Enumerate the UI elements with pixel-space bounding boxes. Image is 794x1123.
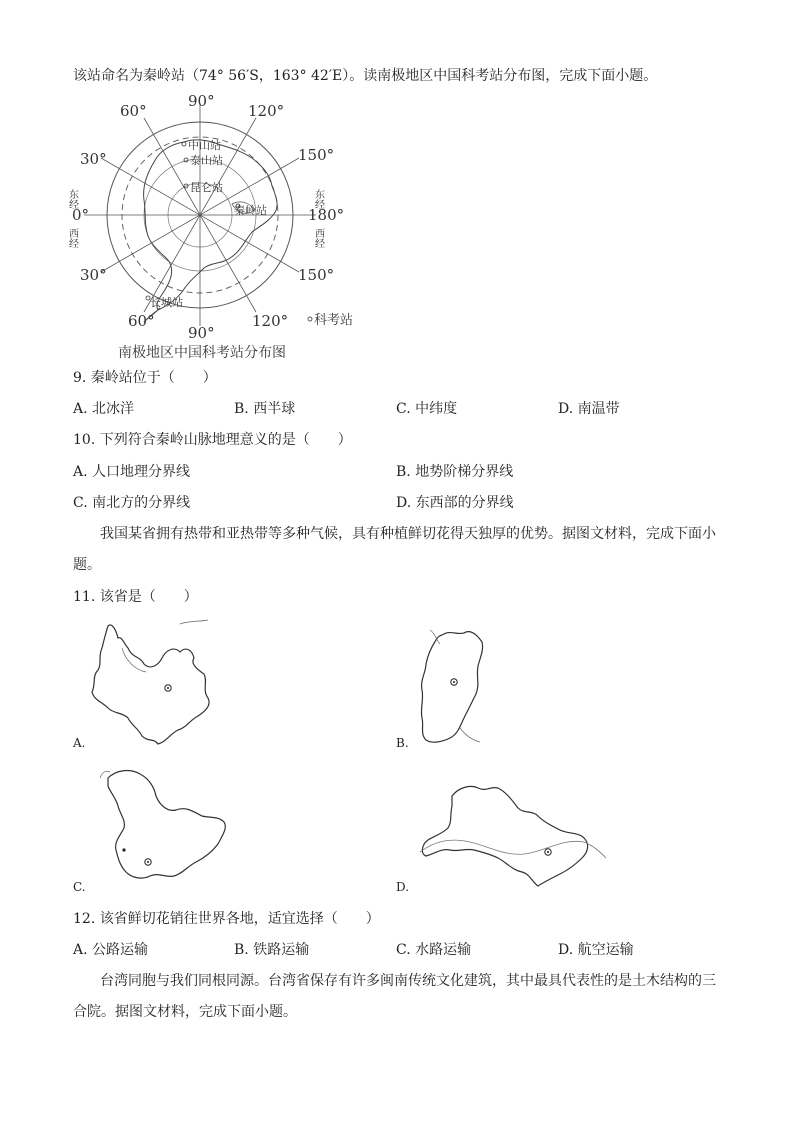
q11-stem: 11. 该省是（ ） [73, 589, 198, 605]
station-label-zhongshan: 中山站 [188, 139, 221, 152]
map-caption: 南极地区中国科考站分布图 [118, 345, 286, 361]
label-west-left: 西经 [66, 228, 78, 248]
legend-station-dot [308, 317, 312, 321]
q11-map-d[interactable] [412, 778, 608, 890]
label-60-bottom: 60° [128, 312, 155, 330]
q11-option-c-label[interactable]: C. [73, 880, 86, 894]
q11-map-a[interactable] [88, 618, 218, 746]
station-label-changcheng: 长城站 [150, 296, 183, 309]
label-90-top: 90° [188, 92, 215, 110]
label-150-right-upper: 150° [298, 146, 335, 164]
label-90-bottom: 90° [188, 324, 215, 342]
q11-option-a-label[interactable]: A. [73, 736, 86, 750]
passage3-line1: 台湾同胞与我们同根同源。台湾省保存有许多闽南传统文化建筑，其中最具代表性的是土木结构的三 [100, 973, 716, 989]
intro-text: 该站命名为秦岭站（74° 56′S，163° 42′E）。读南极地区中国科考站分布图，完成下面小题。 [73, 68, 658, 84]
legend-station-label: 科考站 [314, 313, 354, 328]
q9-stem: 9. 秦岭站位于（ ） [73, 370, 217, 386]
label-30-left-upper: 30° [80, 150, 107, 168]
label-60-top: 60° [120, 102, 147, 120]
label-west-right: 西经 [312, 228, 324, 248]
station-dot-zhongshan [182, 142, 186, 146]
passage2-line2: 题。 [73, 557, 101, 573]
q12-option-d[interactable]: D. 航空运输 [558, 942, 634, 958]
station-label-taishan: 泰山站 [190, 154, 223, 167]
q10-option-c[interactable]: C. 南北方的分界线 [73, 495, 191, 511]
q12-option-a[interactable]: A. 公路运输 [73, 942, 149, 958]
q11-map-c[interactable] [96, 766, 236, 884]
label-east-right: 东经 [312, 189, 324, 209]
q9-option-b[interactable]: B. 西半球 [234, 401, 296, 417]
q11-option-d-label[interactable]: D. [396, 880, 410, 894]
station-dot-taishan [184, 158, 188, 162]
station-label-kunlun: 昆仑站 [190, 181, 223, 194]
label-0: 0° [72, 206, 90, 224]
q11-option-b-label[interactable]: B. [396, 736, 409, 750]
label-30-left-lower: 30° [80, 266, 107, 284]
q12-stem: 12. 该省鲜切花销往世界各地，适宜选择（ ） [73, 911, 380, 927]
q10-option-b[interactable]: B. 地势阶梯分界线 [396, 464, 514, 480]
q9-option-a[interactable]: A. 北冰洋 [73, 401, 135, 417]
label-east-left: 东经 [66, 189, 78, 209]
q12-option-b[interactable]: B. 铁路运输 [234, 942, 310, 958]
q9-option-d[interactable]: D. 南温带 [558, 401, 620, 417]
label-120-bottom: 120° [252, 312, 289, 330]
label-120-top: 120° [248, 102, 285, 120]
q9-option-c[interactable]: C. 中纬度 [396, 401, 458, 417]
antarctic-station-map [62, 92, 362, 364]
label-150-right-lower: 150° [298, 266, 335, 284]
passage3-line2: 合院。据图文材料，完成下面小题。 [73, 1004, 297, 1020]
q10-option-a[interactable]: A. 人口地理分界线 [73, 464, 191, 480]
q11-map-b[interactable] [410, 628, 490, 746]
meridian-lines [84, 104, 316, 326]
q10-option-d[interactable]: D. 东西部的分界线 [396, 495, 514, 511]
station-label-qinling: 秦岭站 [234, 204, 267, 217]
q10-stem: 10. 下列符合秦岭山脉地理意义的是（ ） [73, 432, 352, 448]
passage2-line1: 我国某省拥有热带和亚热带等多种气候，具有种植鲜切花得天独厚的优势。据图文材料，完成下面小 [100, 526, 716, 542]
q12-option-c[interactable]: C. 水路运输 [396, 942, 472, 958]
label-180: 180° [308, 206, 345, 224]
